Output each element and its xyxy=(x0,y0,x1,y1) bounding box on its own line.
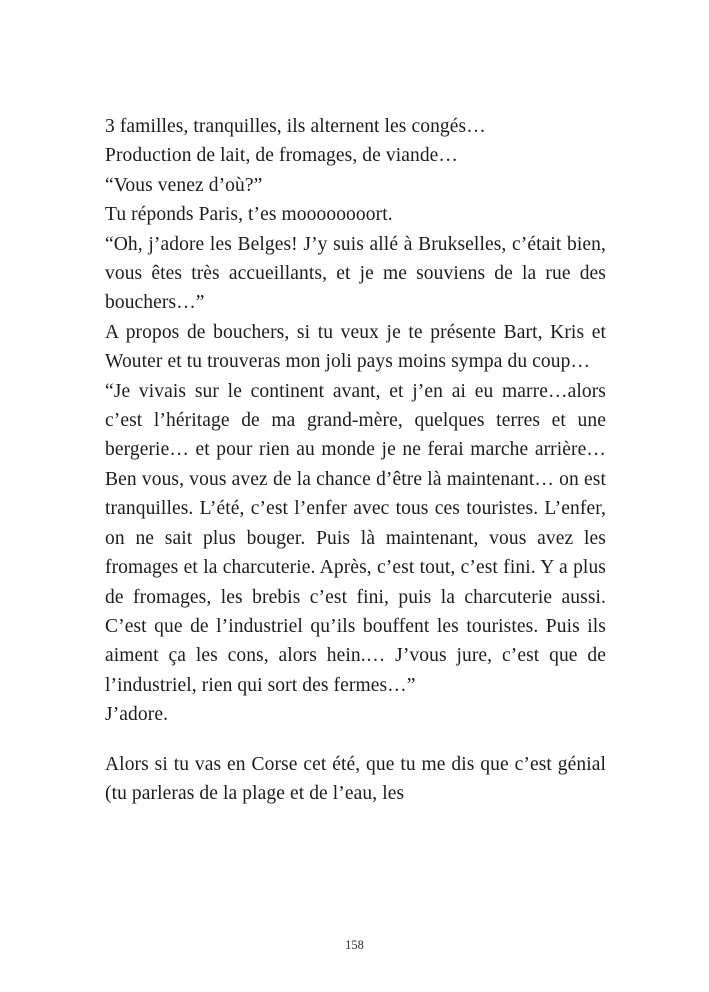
paragraph: A propos de bouchers, si tu veux je te présente Bart, Kris et Wouter et tu trouveras mon joli pays moins sympa du coup… xyxy=(105,321,606,373)
paragraph: Alors si tu vas en Corse cet été, que tu me dis que c’est génial (tu parleras de la plage et de l’eau, les xyxy=(105,753,606,804)
paragraph: J’adore. xyxy=(105,704,169,726)
page-text-block xyxy=(105,112,606,808)
paragraph: Tu réponds Paris, t’es moooooooort. xyxy=(105,204,393,226)
paragraph: Production de lait, de fromages, de viande… xyxy=(105,145,459,167)
paragraph: “Vous venez d’où?” xyxy=(105,174,263,196)
paragraph: “Oh, j’adore les Belges! J’y suis allé à Brukselles, c’était bien, vous êtes très accueillants, et je me souviens de la rue des bouchers…” xyxy=(105,233,606,314)
paragraph: “Je vivais sur le continent avant, et j’en ai eu marre…alors c’est l’héritage de ma grand-mère, quelques terres et une bergerie… et pour rien au monde je ne ferai marche arrière…Ben vous, vous avez de la chance d’être là maintenant… on est tranquilles. L’été, c’est l’enfer avec tous ces touristes. L’enfer, on ne sait plus bouger. Puis là maintenant, vous avez les fromages et la charcuterie. Après, c’est tout, c’est fini. Y a plus de fromages, les brebis c’est fini, puis la charcuterie aussi. C’est que de l’industriel qu’ils bouffent les touristes. Puis ils aiment ça les cons, alors hein.… J’vous jure, c’est que de l’industriel, rien qui sort des fermes…” xyxy=(105,380,606,696)
paragraph: 3 familles, tranquilles, ils alternent les congés… xyxy=(105,116,486,137)
page-number: 158 xyxy=(345,938,364,952)
